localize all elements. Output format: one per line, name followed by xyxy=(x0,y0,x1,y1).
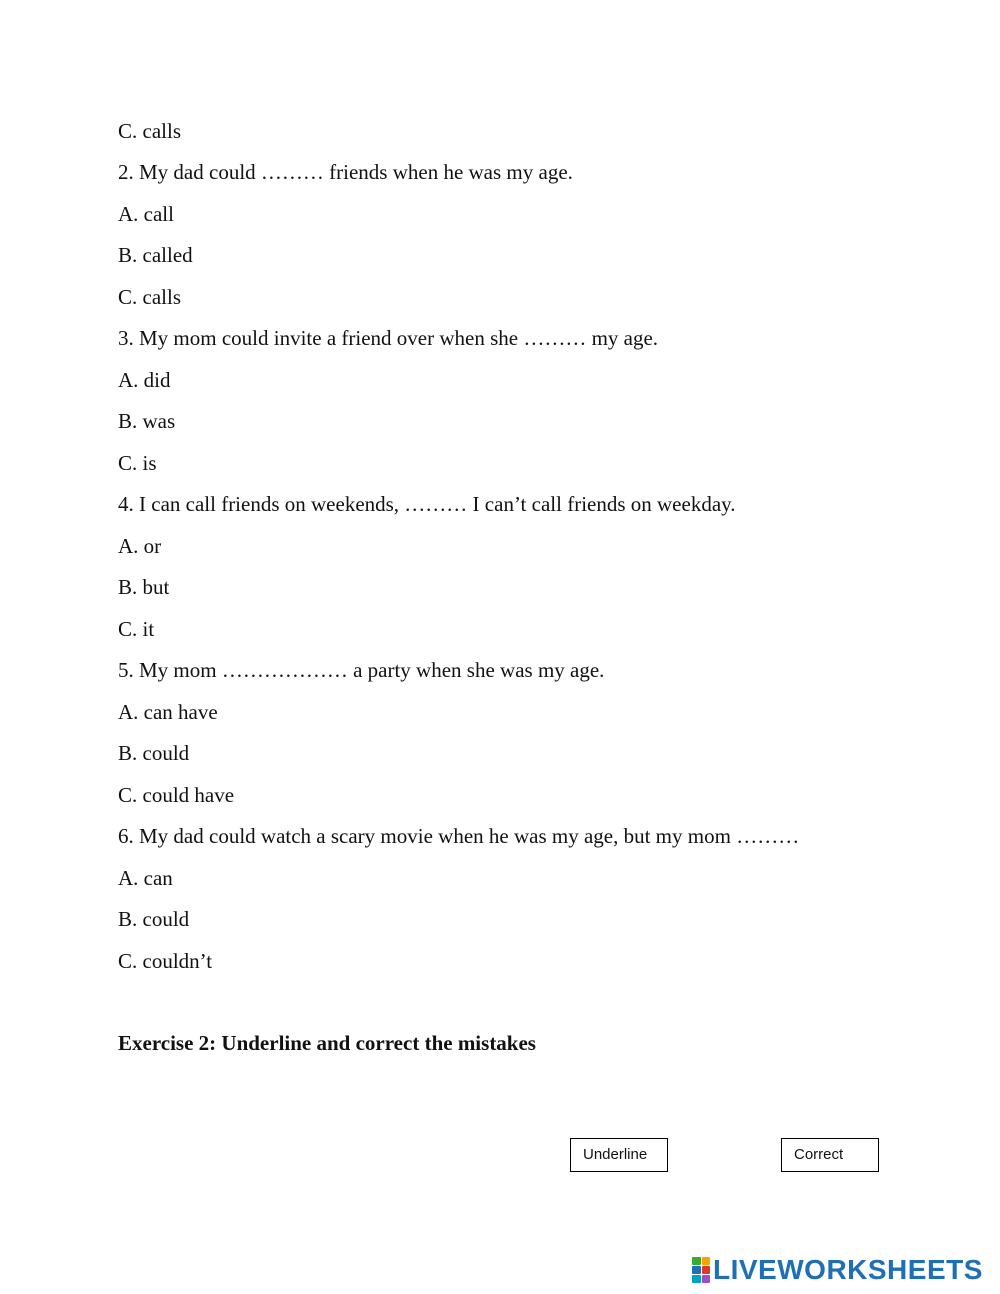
q5-stem: 5. My mom ……………… a party when she was my age. xyxy=(118,658,605,682)
liveworksheets-logo[interactable] xyxy=(692,1254,983,1286)
q1-option-c: C. calls xyxy=(118,119,181,143)
q2-stem: 2. My dad could ……… friends when he was my age. xyxy=(118,160,573,184)
q3-option-b: B. was xyxy=(118,409,176,433)
q4-option-c: C. it xyxy=(118,617,155,641)
q3-option-c: C. is xyxy=(118,451,157,475)
correct-label-box: Correct xyxy=(781,1138,879,1172)
q2-option-c: C. calls xyxy=(118,285,181,309)
q5-option-c: C. could have xyxy=(118,783,235,807)
q6-option-a: A. can xyxy=(118,866,173,890)
q4-option-b: B. but xyxy=(118,575,170,599)
liveworksheets-logo-text: LIVEWORKSHEETS xyxy=(713,1254,983,1285)
q5-option-b: B. could xyxy=(118,741,190,765)
q2-option-a: A. call xyxy=(118,202,174,226)
q6-option-c: C. couldn’t xyxy=(118,949,213,973)
q2-option-b: B. called xyxy=(118,243,193,267)
underline-label-box: Underline xyxy=(570,1138,668,1172)
q4-stem: 4. I can call friends on weekends, ……… I can’t call friends on weekday. xyxy=(118,492,736,516)
q3-option-a: A. did xyxy=(118,368,171,392)
q4-option-a: A. or xyxy=(118,534,162,558)
q6-stem: 6. My dad could watch a scary movie when he was my age, but my mom ……… xyxy=(118,824,800,848)
q6-option-b: B. could xyxy=(118,907,190,931)
exercise2-heading: Exercise 2: Underline and correct the mistakes xyxy=(118,1031,536,1055)
q5-option-a: A. can have xyxy=(118,700,218,724)
liveworksheets-logo-icon xyxy=(692,1257,710,1283)
q3-stem: 3. My mom could invite a friend over when she ……… my age. xyxy=(118,326,659,350)
